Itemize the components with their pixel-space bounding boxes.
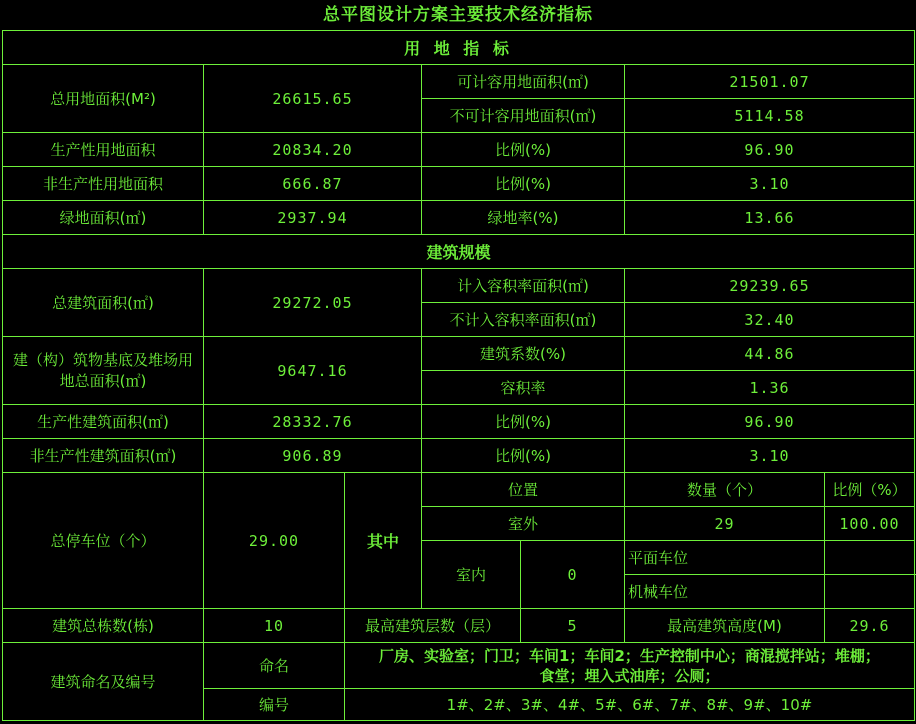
max-floors-label: 最高建筑层数（层） bbox=[345, 609, 521, 643]
land-prod-label: 生产性用地面积 bbox=[3, 133, 204, 167]
parking-col-qty: 数量（个） bbox=[625, 473, 825, 507]
parking-total-label: 总停车位（个） bbox=[3, 473, 204, 609]
building-nonprod-value: 906.89 bbox=[204, 439, 422, 473]
base-area-label: 建（构）筑物基底及堆场用地总面积(㎡) bbox=[3, 337, 204, 405]
parking-outdoor-ratio: 100.00 bbox=[825, 507, 915, 541]
far-area-label: 计入容积率面积(㎡) bbox=[422, 269, 625, 303]
parking-col-ratio: 比例（%） bbox=[825, 473, 915, 507]
land-nonprod-value: 666.87 bbox=[204, 167, 422, 201]
parking-outdoor-label: 室外 bbox=[422, 507, 625, 541]
green-rate-label: 绿地率(%) bbox=[422, 201, 625, 235]
coverage-value: 44.86 bbox=[625, 337, 915, 371]
parking-total-value: 29.00 bbox=[204, 473, 345, 609]
parking-indoor-qty: 0 bbox=[521, 541, 625, 609]
far-area-value: 29239.65 bbox=[625, 269, 915, 303]
section-land-header: 用 地 指 标 bbox=[3, 31, 915, 65]
naming-names bbox=[345, 643, 915, 689]
section-building-header: 建筑规模 bbox=[3, 235, 915, 269]
land-nonprod-ratio-value: 3.10 bbox=[625, 167, 915, 201]
building-nonprod-label: 非生产性建筑面积(㎡) bbox=[3, 439, 204, 473]
parking-of-which: 其中 bbox=[345, 473, 422, 609]
green-rate-value: 13.66 bbox=[625, 201, 915, 235]
max-floors-value: 5 bbox=[521, 609, 625, 643]
parking-mech-label: 机械车位 bbox=[625, 575, 825, 609]
parking-flat-value bbox=[825, 541, 915, 575]
far-label: 容积率 bbox=[422, 371, 625, 405]
green-area-value: 2937.94 bbox=[204, 201, 422, 235]
max-height-label: 最高建筑高度(M) bbox=[625, 609, 825, 643]
indicator-table bbox=[2, 30, 915, 721]
parking-mech-value bbox=[825, 575, 915, 609]
naming-names-line1: 厂房、实验室；门卫；车间1；车间2；生产控制中心；商混搅拌站；堆棚； bbox=[379, 646, 880, 665]
naming-codes: 1#、2#、3#、4#、5#、6#、7#、8#、9#、10# bbox=[345, 689, 915, 721]
nonfar-area-label: 不计入容积率面积(㎡) bbox=[422, 303, 625, 337]
max-height-value: 29.6 bbox=[825, 609, 915, 643]
land-countable-value: 21501.07 bbox=[625, 65, 915, 99]
parking-col-location: 位置 bbox=[422, 473, 625, 507]
building-nonprod-ratio-value: 3.10 bbox=[625, 439, 915, 473]
nonfar-area-value: 32.40 bbox=[625, 303, 915, 337]
far-value: 1.36 bbox=[625, 371, 915, 405]
building-nonprod-ratio-label: 比例(%) bbox=[422, 439, 625, 473]
land-nonprod-ratio-label: 比例(%) bbox=[422, 167, 625, 201]
land-total-label: 总用地面积(M²) bbox=[3, 65, 204, 133]
page-title: 总平图设计方案主要技术经济指标 bbox=[323, 5, 593, 25]
naming-name-label: 命名 bbox=[204, 643, 345, 689]
land-noncountable-label: 不可计容用地面积(㎡) bbox=[422, 99, 625, 133]
land-noncountable-value: 5114.58 bbox=[625, 99, 915, 133]
building-prod-value: 28332.76 bbox=[204, 405, 422, 439]
land-total-value: 26615.65 bbox=[204, 65, 422, 133]
parking-flat-label: 平面车位 bbox=[625, 541, 825, 575]
land-nonprod-label: 非生产性用地面积 bbox=[3, 167, 204, 201]
building-prod-ratio-label: 比例(%) bbox=[422, 405, 625, 439]
land-prod-ratio-label: 比例(%) bbox=[422, 133, 625, 167]
green-area-label: 绿地面积(㎡) bbox=[3, 201, 204, 235]
parking-indoor-label: 室内 bbox=[422, 541, 521, 609]
naming-code-label: 编号 bbox=[204, 689, 345, 721]
building-prod-label: 生产性建筑面积(㎡) bbox=[3, 405, 204, 439]
naming-label: 建筑命名及编号 bbox=[3, 643, 204, 721]
land-countable-label: 可计容用地面积(㎡) bbox=[422, 65, 625, 99]
land-prod-ratio-value: 96.90 bbox=[625, 133, 915, 167]
coverage-label: 建筑系数(%) bbox=[422, 337, 625, 371]
building-count-value: 10 bbox=[204, 609, 345, 643]
building-count-label: 建筑总栋数(栋) bbox=[3, 609, 204, 643]
parking-outdoor-qty: 29 bbox=[625, 507, 825, 541]
building-total-value: 29272.05 bbox=[204, 269, 422, 337]
land-prod-value: 20834.20 bbox=[204, 133, 422, 167]
building-prod-ratio-value: 96.90 bbox=[625, 405, 915, 439]
building-total-label: 总建筑面积(㎡) bbox=[3, 269, 204, 337]
naming-names-line2: 食堂；埋入式油库；公厕； bbox=[539, 666, 720, 685]
base-area-value: 9647.16 bbox=[204, 337, 422, 405]
